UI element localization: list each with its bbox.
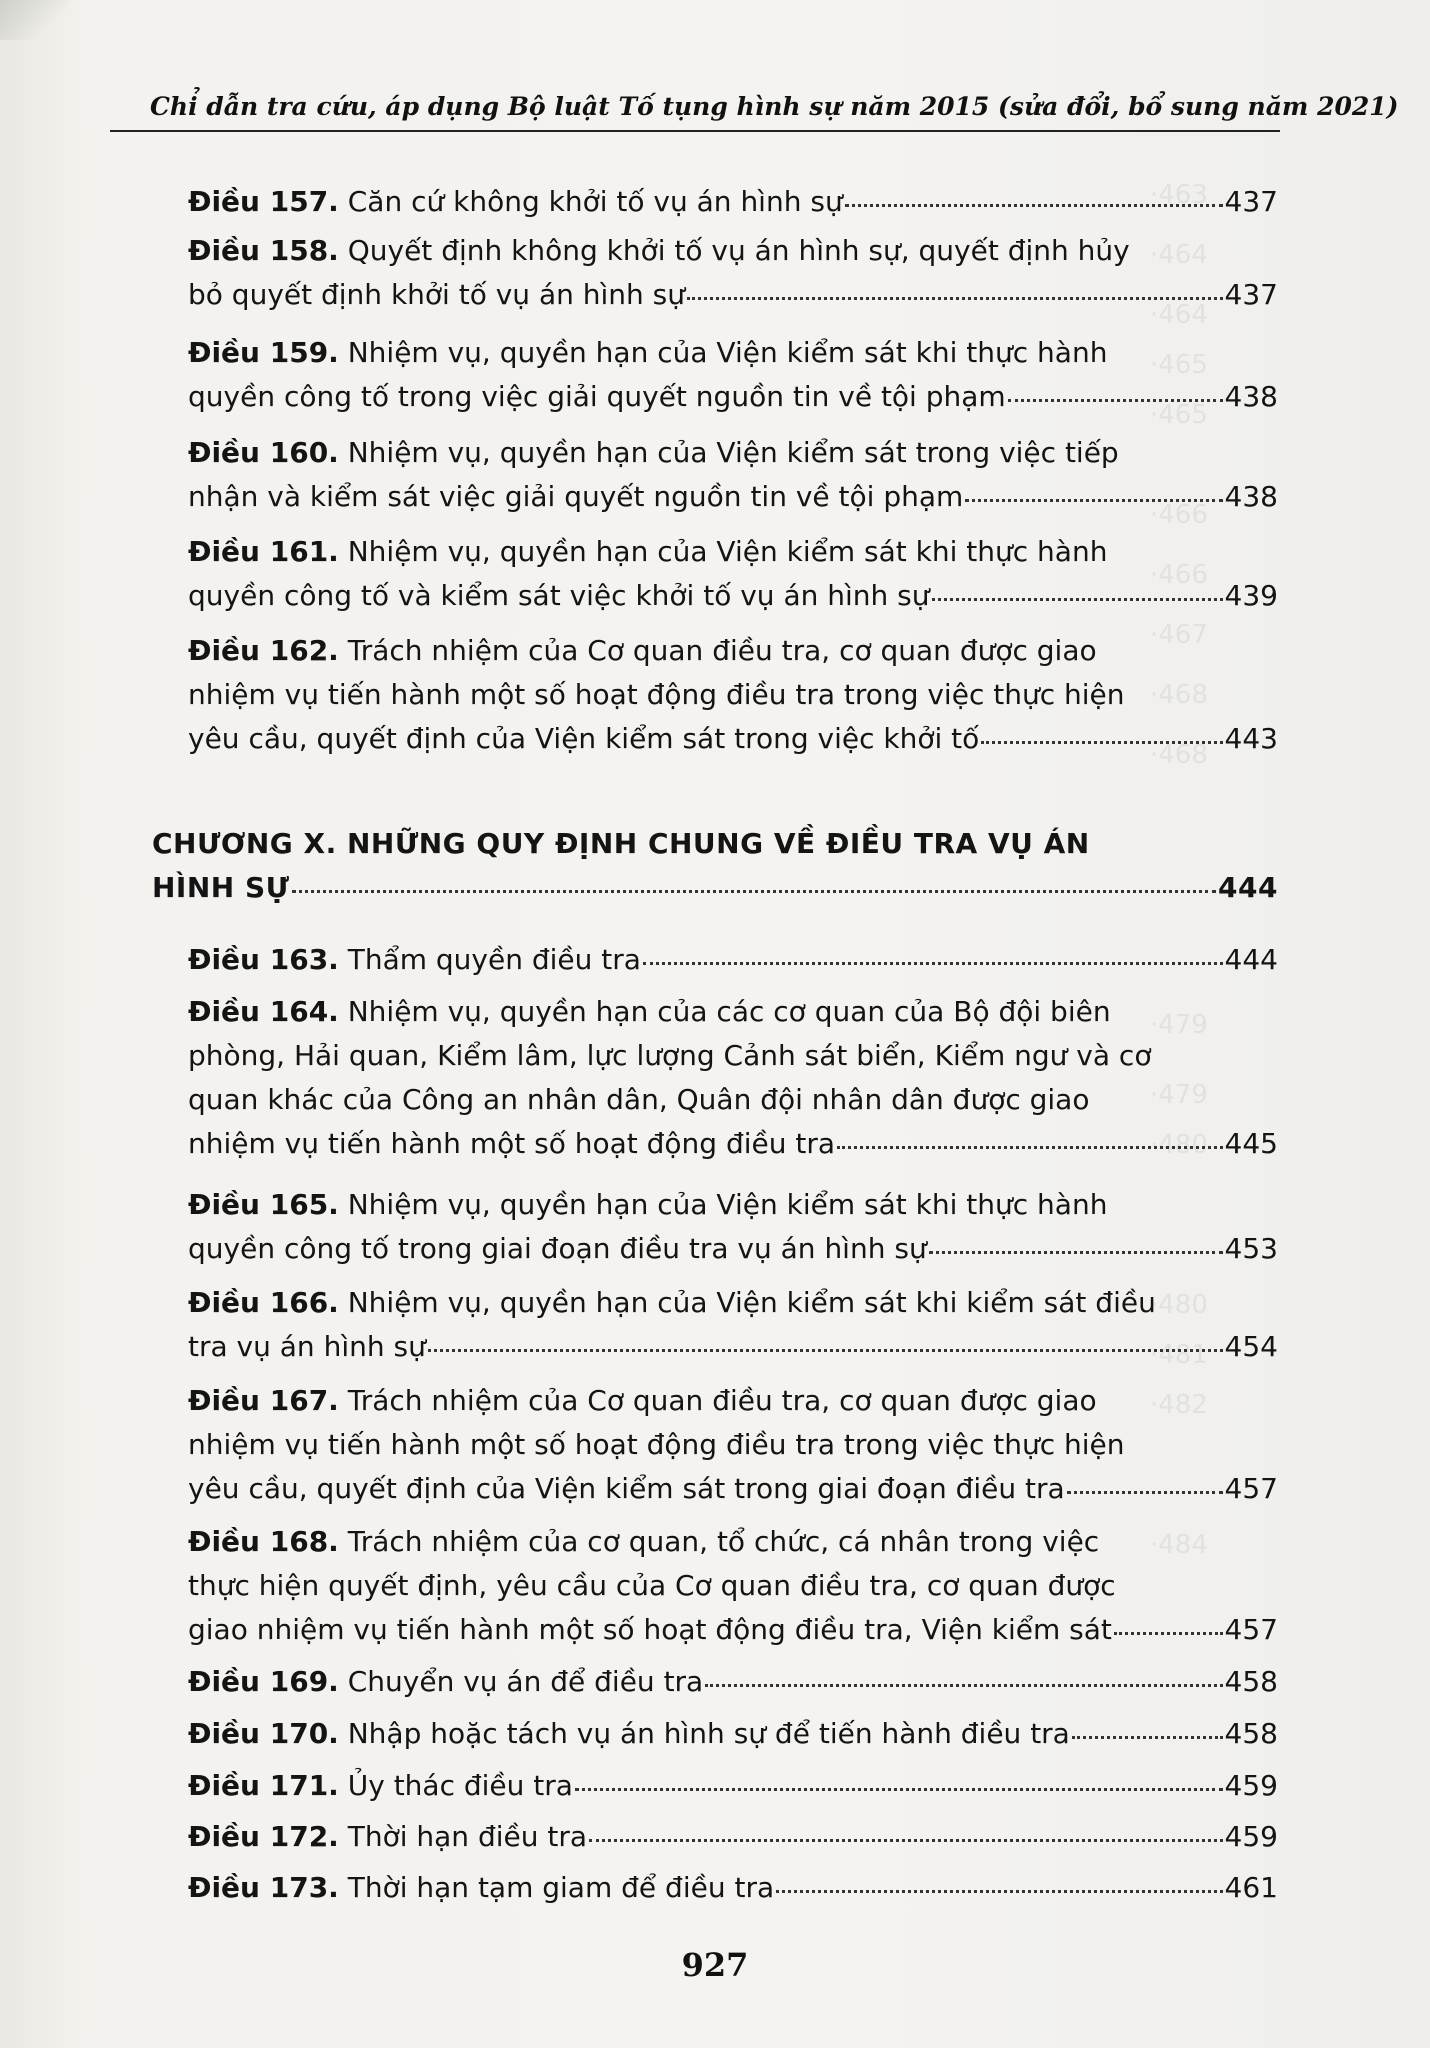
article-title-cont: nhận và kiểm sát việc giải quyết nguồn tin về tội phạm bbox=[188, 480, 964, 513]
article-number: Điều 158. bbox=[188, 234, 339, 267]
entry-text bbox=[188, 180, 843, 224]
toc-entry-dieu-159[interactable] bbox=[188, 331, 1278, 419]
article-title: Nhiệm vụ, quyền hạn của Viện kiểm sát khi thực hành bbox=[338, 1188, 1108, 1221]
dot-leader bbox=[837, 1146, 1223, 1149]
page-number: 444 bbox=[1218, 871, 1278, 904]
article-title: Nhiệm vụ, quyền hạn của Viện kiểm sát khi thực hành bbox=[338, 535, 1108, 568]
article-title: Quyết định không khởi tố vụ án hình sự, quyết định hủy bbox=[338, 234, 1130, 267]
toc-entry-dieu-161[interactable] bbox=[188, 530, 1278, 618]
toc-entry-dieu-166[interactable] bbox=[188, 1281, 1278, 1369]
article-title: Thời hạn điều tra bbox=[338, 1820, 588, 1853]
toc-line bbox=[188, 229, 1278, 273]
article-title: Chuyển vụ án để điều tra bbox=[338, 1665, 704, 1698]
toc-line bbox=[188, 1866, 1278, 1910]
dot-leader bbox=[1114, 1632, 1223, 1635]
page-number: 461 bbox=[1224, 1871, 1278, 1904]
dot-leader bbox=[845, 204, 1223, 207]
bleed-through-text: ·466 bbox=[1150, 560, 1208, 590]
toc-line bbox=[188, 1520, 1278, 1564]
entry-text bbox=[188, 1815, 587, 1859]
dot-leader bbox=[705, 1684, 1222, 1687]
page-number: 459 bbox=[1224, 1820, 1278, 1853]
toc-entry-dieu-173[interactable] bbox=[188, 1866, 1278, 1910]
toc-entry-dieu-163[interactable] bbox=[188, 938, 1278, 982]
dot-leader bbox=[575, 1788, 1223, 1791]
page-number: 458 bbox=[1224, 1665, 1278, 1698]
toc-line bbox=[188, 375, 1278, 419]
dot-leader bbox=[981, 741, 1222, 744]
bleed-through-text: ·465 bbox=[1150, 350, 1208, 380]
page-number: 445 bbox=[1224, 1127, 1278, 1160]
dot-leader bbox=[428, 1349, 1223, 1352]
article-title: Nhiệm vụ, quyền hạn của Viện kiểm sát khi kiểm sát điều bbox=[338, 1286, 1156, 1319]
bleed-through-text: ·481 bbox=[1150, 1340, 1208, 1370]
dot-leader bbox=[932, 598, 1223, 601]
page-number: 437 bbox=[1224, 278, 1278, 311]
toc-entry-dieu-171[interactable] bbox=[188, 1764, 1278, 1808]
toc-line bbox=[152, 866, 1278, 910]
page-number: 454 bbox=[1224, 1330, 1278, 1363]
entry-text bbox=[188, 938, 641, 982]
bleed-through-text: ·464 bbox=[1150, 240, 1208, 270]
running-head: Chỉ dẫn tra cứu, áp dụng Bộ luật Tố tụng hình sự năm 2015 (sửa đổi, bổ sung năm 2021) bbox=[150, 92, 1399, 121]
article-number: Điều 157. bbox=[188, 185, 339, 218]
article-number: Điều 166. bbox=[188, 1286, 339, 1319]
article-title-cont: thực hiện quyết định, yêu cầu của Cơ quan điều tra, cơ quan được bbox=[188, 1569, 1116, 1602]
entry-text bbox=[188, 1764, 573, 1808]
article-number: Điều 160. bbox=[188, 436, 339, 469]
toc-line bbox=[188, 1183, 1278, 1227]
page-number: 457 bbox=[1224, 1472, 1278, 1505]
article-number: Điều 171. bbox=[188, 1769, 339, 1802]
bleed-through-text: ·464 bbox=[1150, 300, 1208, 330]
article-title-cont: nhiệm vụ tiến hành một số hoạt động điều tra trong việc thực hiện bbox=[188, 678, 1125, 711]
toc-line bbox=[188, 1227, 1278, 1271]
article-title-cont: quyền công tố trong giai đoạn điều tra vụ án hình sự bbox=[188, 1232, 927, 1265]
entry-text bbox=[188, 1660, 703, 1704]
article-title: Trách nhiệm của cơ quan, tổ chức, cá nhân trong việc bbox=[338, 1525, 1100, 1558]
bleed-through-text: ·465 bbox=[1150, 400, 1208, 430]
toc-line bbox=[188, 938, 1278, 982]
toc-line bbox=[188, 1379, 1278, 1423]
toc-entry-dieu-158[interactable] bbox=[188, 229, 1278, 317]
toc-line bbox=[188, 273, 1278, 317]
toc-entry-dieu-165[interactable] bbox=[188, 1183, 1278, 1271]
article-title-cont: quyền công tố và kiểm sát việc khởi tố vụ án hình sự bbox=[188, 579, 930, 612]
toc-line bbox=[188, 990, 1278, 1034]
page-number: 457 bbox=[1224, 1613, 1278, 1646]
dot-leader bbox=[1067, 1491, 1223, 1494]
article-title: Căn cứ không khởi tố vụ án hình sự bbox=[338, 185, 843, 218]
bleed-through-text: ·484 bbox=[1150, 1530, 1208, 1560]
article-title: Nhập hoặc tách vụ án hình sự để tiến hành điều tra bbox=[338, 1717, 1070, 1750]
toc-line bbox=[188, 717, 1278, 761]
toc-entry-dieu-169[interactable] bbox=[188, 1660, 1278, 1704]
toc-entry-dieu-168[interactable] bbox=[188, 1520, 1278, 1652]
bleed-through-text: ·466 bbox=[1150, 500, 1208, 530]
article-number: Điều 167. bbox=[188, 1384, 339, 1417]
article-title: Nhiệm vụ, quyền hạn của Viện kiểm sát khi thực hành bbox=[338, 336, 1108, 369]
article-number: Điều 164. bbox=[188, 995, 339, 1028]
article-title-cont: nhiệm vụ tiến hành một số hoạt động điều tra bbox=[188, 1127, 836, 1160]
bleed-through-text: ·480 bbox=[1150, 1130, 1208, 1160]
article-number: Điều 172. bbox=[188, 1820, 339, 1853]
article-title: Thời hạn tạm giam để điều tra bbox=[338, 1871, 775, 1904]
article-title-cont: yêu cầu, quyết định của Viện kiểm sát trong giai đoạn điều tra bbox=[188, 1472, 1065, 1505]
toc-line bbox=[188, 475, 1278, 519]
bleed-through-text: ·482 bbox=[1150, 1390, 1208, 1420]
toc-chapter-x[interactable] bbox=[152, 822, 1278, 910]
dot-leader bbox=[929, 1251, 1223, 1254]
dot-leader bbox=[965, 499, 1222, 502]
page-number: 459 bbox=[1224, 1769, 1278, 1802]
bleed-through-text: ·463 bbox=[1150, 180, 1208, 210]
page-number: 444 bbox=[1224, 943, 1278, 976]
dot-leader bbox=[292, 890, 1217, 893]
toc-line bbox=[188, 1467, 1278, 1511]
toc-entry-dieu-172[interactable] bbox=[188, 1815, 1278, 1859]
bleed-through-text: ·468 bbox=[1150, 740, 1208, 770]
article-number: Điều 163. bbox=[188, 943, 339, 976]
toc-line bbox=[188, 180, 1278, 224]
article-title-cont: quan khác của Công an nhân dân, Quân đội nhân dân được giao bbox=[188, 1083, 1090, 1116]
toc-entry-dieu-170[interactable] bbox=[188, 1712, 1278, 1756]
dot-leader bbox=[643, 962, 1223, 965]
page-number: 453 bbox=[1224, 1232, 1278, 1265]
article-title-cont: nhiệm vụ tiến hành một số hoạt động điều tra trong việc thực hiện bbox=[188, 1428, 1125, 1461]
toc-entry-dieu-160[interactable] bbox=[188, 431, 1278, 519]
bleed-through-text: ·479 bbox=[1150, 1010, 1208, 1040]
article-title: Trách nhiệm của Cơ quan điều tra, cơ quan được giao bbox=[338, 1384, 1097, 1417]
article-title: Nhiệm vụ, quyền hạn của Viện kiểm sát trong việc tiếp bbox=[338, 436, 1119, 469]
toc-line bbox=[188, 1815, 1278, 1859]
article-title: Ủy thác điều tra bbox=[338, 1769, 573, 1802]
chapter-title-cont: HÌNH SỰ bbox=[152, 871, 290, 904]
article-title-cont: tra vụ án hình sự bbox=[188, 1330, 426, 1363]
article-number: Điều 173. bbox=[188, 1871, 339, 1904]
dot-leader bbox=[687, 297, 1223, 300]
bleed-through-text: ·479 bbox=[1150, 1080, 1208, 1110]
toc-line bbox=[188, 1712, 1278, 1756]
toc-line bbox=[188, 1281, 1278, 1325]
toc-line bbox=[188, 574, 1278, 618]
page-number: 439 bbox=[1224, 579, 1278, 612]
toc-line bbox=[188, 1122, 1278, 1166]
page-number: 458 bbox=[1224, 1717, 1278, 1750]
toc-line bbox=[188, 530, 1278, 574]
article-number: Điều 169. bbox=[188, 1665, 339, 1698]
article-title: Nhiệm vụ, quyền hạn của các cơ quan của Bộ đội biên bbox=[338, 995, 1111, 1028]
bleed-through-text: ·467 bbox=[1150, 620, 1208, 650]
page-number: 437 bbox=[1224, 185, 1278, 218]
toc-line bbox=[188, 331, 1278, 375]
toc-line bbox=[188, 1325, 1278, 1369]
toc-entry-dieu-162[interactable] bbox=[188, 629, 1278, 761]
chapter-title: CHƯƠNG X. NHỮNG QUY ĐỊNH CHUNG VỀ ĐIỀU TRA VỤ ÁN bbox=[152, 827, 1090, 860]
dot-leader bbox=[1008, 399, 1223, 402]
article-title-cont: giao nhiệm vụ tiến hành một số hoạt động điều tra, Viện kiểm sát bbox=[188, 1613, 1112, 1646]
article-number: Điều 161. bbox=[188, 535, 339, 568]
toc-entry-dieu-164[interactable] bbox=[188, 990, 1278, 1166]
toc-line bbox=[188, 629, 1278, 673]
page-number: 443 bbox=[1224, 722, 1278, 755]
dot-leader bbox=[589, 1839, 1223, 1842]
article-number: Điều 165. bbox=[188, 1188, 339, 1221]
bleed-through-text: ·468 bbox=[1150, 680, 1208, 710]
toc-line bbox=[188, 1764, 1278, 1808]
article-number: Điều 159. bbox=[188, 336, 339, 369]
article-number: Điều 162. bbox=[188, 634, 339, 667]
article-title-cont: quyền công tố trong việc giải quyết nguồn tin về tội phạm bbox=[188, 380, 1006, 413]
toc-line bbox=[188, 1660, 1278, 1704]
page-number: 438 bbox=[1224, 480, 1278, 513]
article-title: Trách nhiệm của Cơ quan điều tra, cơ quan được giao bbox=[338, 634, 1097, 667]
toc-entry-dieu-167[interactable] bbox=[188, 1379, 1278, 1511]
article-number: Điều 170. bbox=[188, 1717, 339, 1750]
bleed-through-text: ·480 bbox=[1150, 1290, 1208, 1320]
toc-line bbox=[188, 431, 1278, 475]
toc-line bbox=[188, 1608, 1278, 1652]
article-title-cont: bỏ quyết định khởi tố vụ án hình sự bbox=[188, 278, 685, 311]
article-title: Thẩm quyền điều tra bbox=[338, 943, 641, 976]
page-number: 438 bbox=[1224, 380, 1278, 413]
article-title-cont: yêu cầu, quyết định của Viện kiểm sát trong việc khởi tố bbox=[188, 722, 980, 755]
dot-leader bbox=[776, 1890, 1222, 1893]
entry-text bbox=[188, 1712, 1070, 1756]
article-number: Điều 168. bbox=[188, 1525, 339, 1558]
entry-text bbox=[188, 1866, 774, 1910]
dot-leader bbox=[1072, 1736, 1223, 1739]
toc-entry-dieu-157[interactable] bbox=[188, 180, 1278, 224]
article-title-cont: phòng, Hải quan, Kiểm lâm, lực lượng Cảnh sát biển, Kiểm ngư và cơ bbox=[188, 1039, 1152, 1072]
page-folio: 927 bbox=[681, 1946, 749, 1984]
